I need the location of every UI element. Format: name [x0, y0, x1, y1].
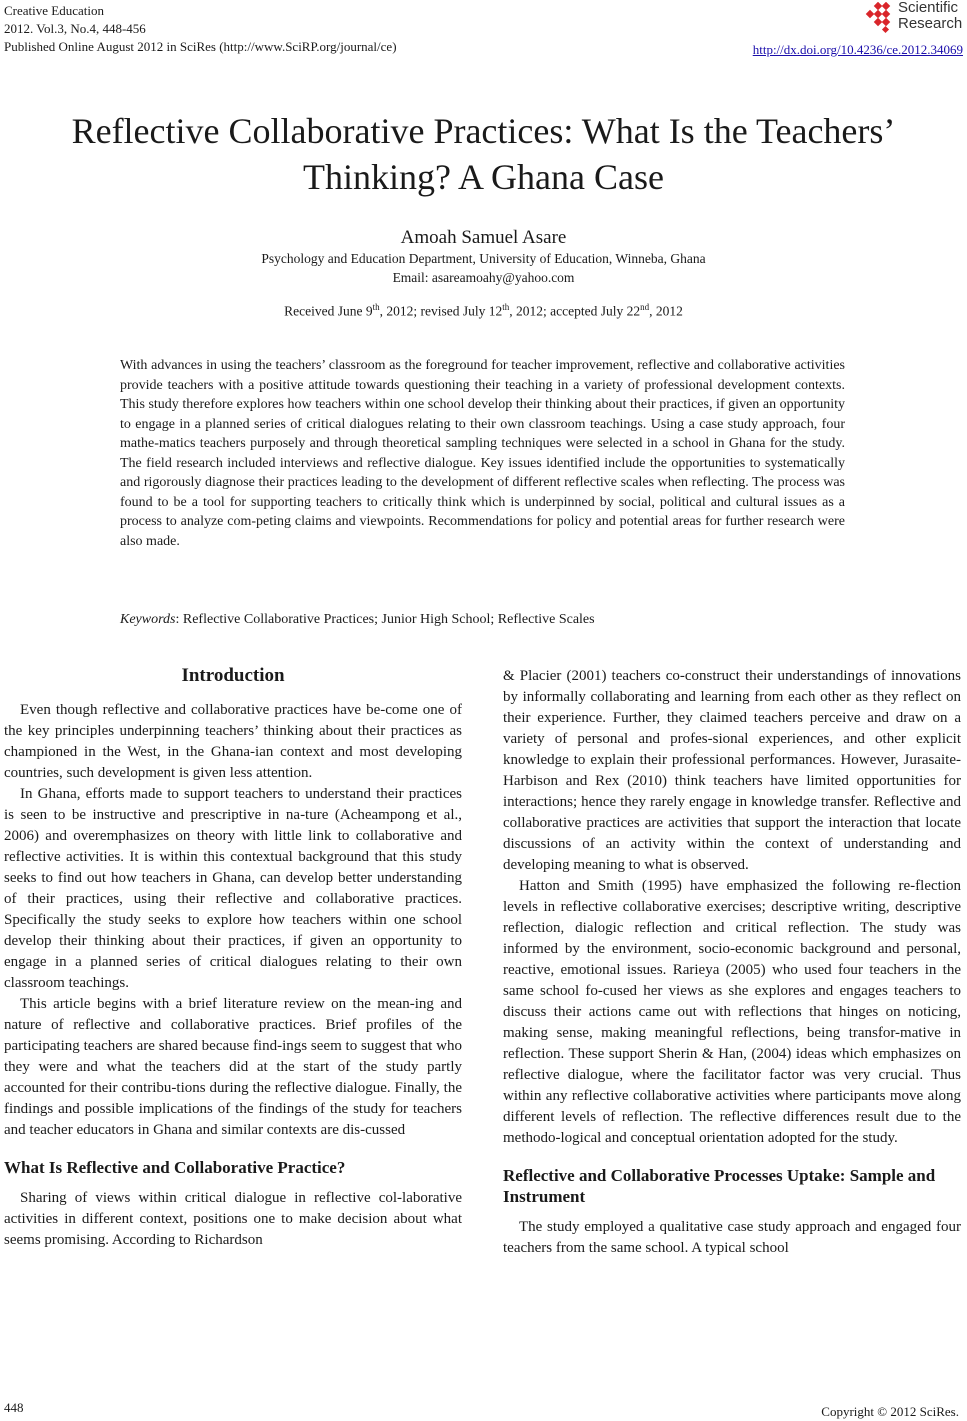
received-date-suffix: th	[372, 302, 380, 312]
accepted-date: , 2012; accepted July 22	[509, 303, 641, 319]
keywords-label: Keywords	[120, 612, 176, 627]
logo-wordmark	[898, 0, 962, 32]
section-heading-processes-uptake: Reflective and Collaborative Processes Uptake: Sample and Instrument	[503, 1166, 936, 1206]
paragraph: Sharing of views within critical dialogue in reflective col-laborative activities in different context, positions one to make decision about what seems promising. According to Richardson	[4, 1190, 462, 1248]
keywords-text: : Reflective Collaborative Practices; Junior High School; Reflective Scales	[175, 612, 595, 627]
paragraph: The study employed a qualitative case study approach and engaged four teachers from the same school. A typical school	[503, 1219, 961, 1256]
paragraph: Even though reflective and collaborative practices have be-come one of the key principles underpinning teachers’ thinking about their practices as championed in the West, in the Ghana-ian context and most developing countries, such development is given less attention.	[4, 702, 462, 781]
journal-header	[4, 2, 397, 56]
paragraph: Hatton and Smith (1995) have emphasized the following re-flection levels in reflective collaborative exercises; descriptive writing, descriptive reflection, dialogic reflection and critical reflection. The study was informed by the environment, socio-economic background and personal, reactive, emotional issues. Rarieya (2005) who used four teachers in the same school fo-cused her views as she explores and engages teachers to discuss their actions came out with reflections that hinges on noticing, making sense, making meaningful reflections, being transfor-mative in reflection. These support Sherin & Han, (2004) ideas which emphasizes on reflective dialogue, where the facilitator factor was very crucial. Thus within any reflective collaborative activities where participants move along different levels of reflection. The reflective differences result due to the methodo-logical and conceptual orientation adopted for the study.	[503, 878, 961, 1146]
journal-volume: 2012. Vol.3, No.4, 448-456	[4, 21, 146, 36]
abstract: With advances in using the teachers’ classroom as the foreground for teacher improvement, reflective and collaborative activities provide teachers with a positive attitude towards questioning their teaching in a variety of professional development contexts. This study therefore explores how teachers within one school develop their thinking about their practices, if given an opportunity to engage in a planned series of critical dialogues relating to their own classroom teachings. Using a case study approach, four mathe-matics teachers purposely and through theoretical sampling techniques were selected in a school in Ghana for the study. The field research included interviews and reflective dialogue. Key issues identified include the opportunities to systematically and rigorously diagnose their practices leading to the development of different reflective scales when reflecting. The process was found to be a tool for supporting teachers to critically think which is underpinned by social, political and cultural issues as a process to analyze com-peting claims and viewpoints. Recommendations for policy and potential areas for further research were also made.	[120, 358, 845, 549]
accepted-year: , 2012	[649, 303, 683, 319]
section-heading-reflective-practice: What Is Reflective and Collaborative Practice?	[4, 1158, 346, 1177]
publication-note: Published Online August 2012 in SciRes (http://www.SciRP.org/journal/ce)	[4, 39, 397, 54]
section-heading-introduction: Introduction	[181, 665, 285, 686]
revised-date-suffix: th	[502, 302, 510, 312]
doi-link[interactable]: http://dx.doi.org/10.4236/ce.2012.34069	[752, 42, 963, 57]
paragraph: This article begins with a brief literature review on the mean-ing and nature of reflective and collaborative practices. Brief profiles of the participating teachers are shared because find-ings seem to suggest that who they were and what the teachers did at the start of the study partly accounted for their contribu-tions during the reflective dialogue. Finally, the findings and possible implications of the findings of the study for teachers and teacher educators in Ghana and similar contexts are dis-cussed	[4, 996, 462, 1138]
copyright-notice: Copyright © 2012 SciRes.	[821, 1404, 959, 1419]
revised-date: , 2012; revised July 12	[379, 303, 503, 319]
accepted-date-suffix: nd	[640, 302, 650, 312]
page-number: 448	[4, 1400, 24, 1415]
right-column	[503, 666, 961, 1259]
left-column	[4, 662, 462, 1251]
received-date: Received June 9	[284, 303, 373, 319]
author-email: Email: asareamoahy@yahoo.com	[392, 270, 575, 285]
journal-name: Creative Education	[4, 3, 104, 18]
logo-word-scientific: Scientific	[898, 0, 959, 16]
author-name: Amoah Samuel Asare	[400, 227, 567, 248]
received-dates	[0, 302, 967, 320]
paragraph: & Placier (2001) teachers co-construct their understandings of innovations by informally collaborating and learning from each other as they reflect on their experience. Further, they claimed teachers perceive and draw on a variety of personal and profes-sional experiences, and other explicit knowledge to explain their professional performances. However, Jurasaite-Harbison and Rex (2010) think teachers have limited opportunities for interactions; hence they rarely engage in knowledge transfer. Reflective and collaborative practices are activities that support the interaction that locate discussions of an activity within the context of understanding and developing meaning to what is observed.	[503, 668, 961, 873]
logo-word-research: Research	[898, 15, 963, 32]
publisher-logo	[861, 0, 963, 36]
paper-title: Reflective Collaborative Practices: What Is the Teachers’ Thinking? A Ghana Case	[71, 111, 896, 197]
keywords	[120, 612, 845, 628]
paragraph: In Ghana, efforts made to support teachers to understand their practices is seen to be instructive and prescriptive in na-ture (Acheampong et al., 2006) and overemphasizes on theory with little link to collaborative and reflective activities. It is within this contextual background that this study seeks to find out how teachers in Ghana, can develop better understanding of their practices, using their reflective and collaborative practices. Specifically the study seeks to explore how teachers within one school develop their thinking about their practices, if given an opportunity to engage in a planned series of critical dialogues relating to their own classroom teachings.	[4, 786, 462, 991]
affiliation: Psychology and Education Department, University of Education, Winneba, Ghana	[261, 251, 706, 266]
scientific-research-logo-icon	[861, 2, 897, 34]
author-affiliation-block	[0, 249, 967, 287]
